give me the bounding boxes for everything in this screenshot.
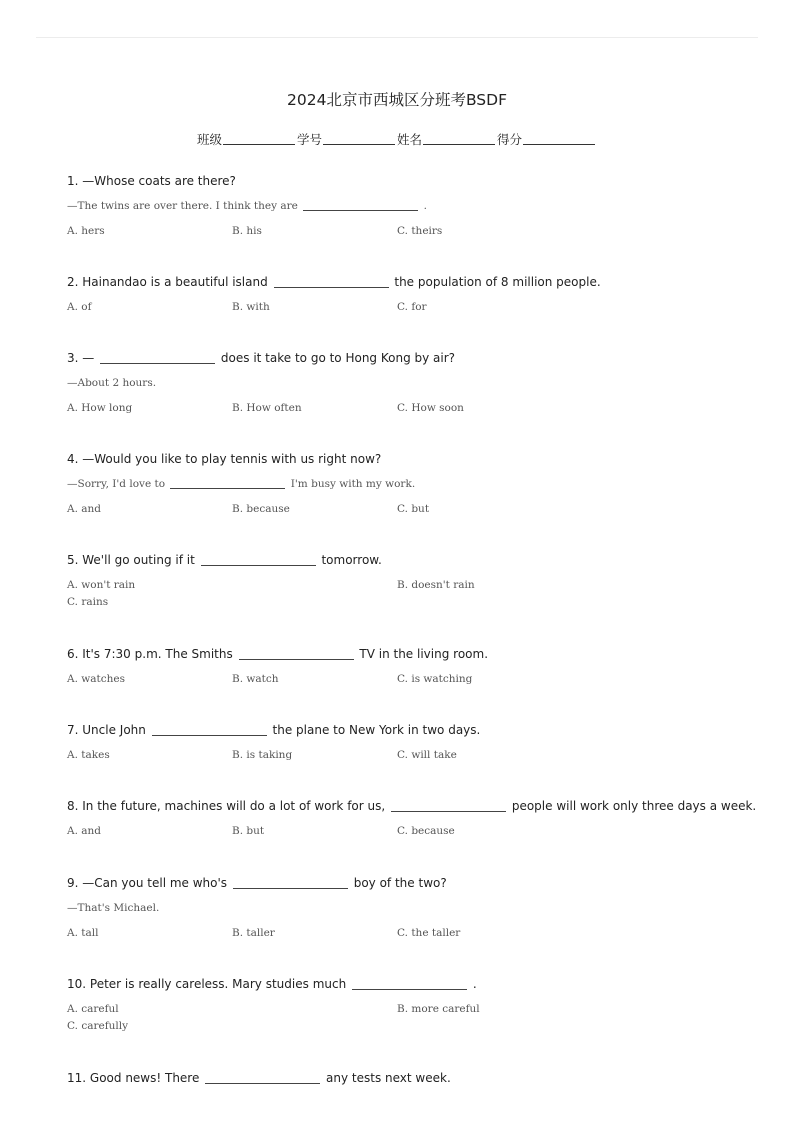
field-score-blank[interactable]: [523, 132, 595, 145]
option-a[interactable]: A. and: [67, 825, 102, 837]
answer-blank[interactable]: [352, 977, 467, 990]
option-c[interactable]: C. because: [397, 825, 455, 837]
option-c[interactable]: C. will take: [397, 749, 457, 761]
answer-blank[interactable]: [201, 553, 316, 566]
question-4: [67, 451, 767, 517]
question-1: [67, 173, 767, 239]
options-row: [67, 671, 767, 687]
option-b[interactable]: B. doesn't rain: [397, 579, 475, 591]
option-b[interactable]: B. taller: [232, 927, 275, 939]
options-row: [67, 823, 767, 839]
question-stem: 8. In the future, machines will do a lot of work for us, people will work only three days a week.: [67, 799, 757, 813]
document-title: 2024北京市西城区分班考BSDF: [287, 91, 507, 109]
question-stem: 3. — does it take to go to Hong Kong by air?: [67, 351, 456, 365]
question-stem: 10. Peter is really careless. Mary studies much .: [67, 977, 477, 991]
question-stem: 11. Good news! There any tests next week.: [67, 1071, 451, 1085]
option-b[interactable]: B. is taking: [232, 749, 293, 761]
question-6: [67, 646, 767, 687]
answer-blank[interactable]: [100, 351, 215, 364]
option-c[interactable]: C. carefully: [67, 1020, 129, 1032]
field-score-label: 得分: [497, 132, 523, 147]
question-9: [67, 875, 767, 941]
question-stem: 7. Uncle John the plane to New York in two days.: [67, 723, 481, 737]
option-b[interactable]: B. his: [232, 225, 262, 237]
options-row: [67, 925, 767, 941]
option-c[interactable]: C. How soon: [397, 402, 464, 414]
question-3: [67, 350, 767, 416]
option-b[interactable]: B. but: [232, 825, 265, 837]
option-b[interactable]: B. because: [232, 503, 290, 515]
question-dialogue: —The twins are over there. I think they are .: [67, 200, 427, 212]
option-c[interactable]: C. the taller: [397, 927, 461, 939]
question-stem: 9. —Can you tell me who's boy of the two?: [67, 876, 447, 890]
answer-blank[interactable]: [274, 275, 389, 288]
options-row: [67, 577, 767, 611]
option-b[interactable]: B. watch: [232, 673, 279, 685]
field-name-blank[interactable]: [423, 132, 495, 145]
option-c[interactable]: C. rains: [67, 596, 109, 608]
option-a[interactable]: A. and: [67, 503, 102, 515]
answer-blank[interactable]: [303, 198, 418, 211]
options-row: [67, 299, 767, 315]
option-a[interactable]: A. careful: [67, 1003, 119, 1015]
answer-blank[interactable]: [233, 876, 348, 889]
question-stem: 5. We'll go outing if it tomorrow.: [67, 553, 382, 567]
answer-blank[interactable]: [205, 1071, 320, 1084]
answer-blank[interactable]: [391, 799, 506, 812]
answer-blank[interactable]: [170, 476, 285, 489]
question-7: [67, 722, 767, 763]
options-row: [67, 747, 767, 763]
answer-blank[interactable]: [239, 647, 354, 660]
option-b[interactable]: B. more careful: [397, 1003, 480, 1015]
option-c[interactable]: C. for: [397, 301, 427, 313]
student-info-line: [0, 130, 794, 148]
option-c[interactable]: C. is watching: [397, 673, 473, 685]
question-2: [67, 274, 767, 315]
option-a[interactable]: A. watches: [67, 673, 125, 685]
field-name-label: 姓名: [397, 132, 423, 147]
question-dialogue: —Sorry, I'd love to I'm busy with my work.: [67, 478, 416, 490]
option-a[interactable]: A. How long: [67, 402, 133, 414]
question-stem: 4. —Would you like to play tennis with us right now?: [67, 452, 382, 466]
option-a[interactable]: A. won't rain: [67, 579, 136, 591]
answer-blank[interactable]: [152, 723, 267, 736]
page-top-rule: [36, 37, 758, 38]
option-a[interactable]: A. takes: [67, 749, 110, 761]
question-11: [67, 1070, 767, 1086]
question-stem: 6. It's 7:30 p.m. The Smiths TV in the living room.: [67, 647, 489, 661]
option-b[interactable]: B. How often: [232, 402, 302, 414]
option-c[interactable]: C. theirs: [397, 225, 443, 237]
option-a[interactable]: A. hers: [67, 225, 105, 237]
question-8: [67, 798, 767, 839]
field-id-label: 学号: [296, 132, 322, 147]
option-a[interactable]: A. tall: [67, 927, 99, 939]
option-a[interactable]: A. of: [67, 301, 92, 313]
field-class-label: 班级: [196, 132, 222, 147]
question-10: [67, 976, 767, 1035]
field-class-blank[interactable]: [223, 132, 295, 145]
question-dialogue: —That's Michael.: [67, 902, 160, 914]
options-row: [67, 1001, 767, 1035]
option-c[interactable]: C. but: [397, 503, 430, 515]
options-row: [67, 223, 767, 239]
question-stem: 1. —Whose coats are there?: [67, 174, 236, 188]
question-dialogue: —About 2 hours.: [67, 377, 157, 389]
question-stem: 2. Hainandao is a beautiful island the population of 8 million people.: [67, 275, 601, 289]
field-id-blank[interactable]: [323, 132, 395, 145]
option-b[interactable]: B. with: [232, 301, 270, 313]
question-5: [67, 552, 767, 611]
options-row: [67, 501, 767, 517]
options-row: [67, 400, 767, 416]
